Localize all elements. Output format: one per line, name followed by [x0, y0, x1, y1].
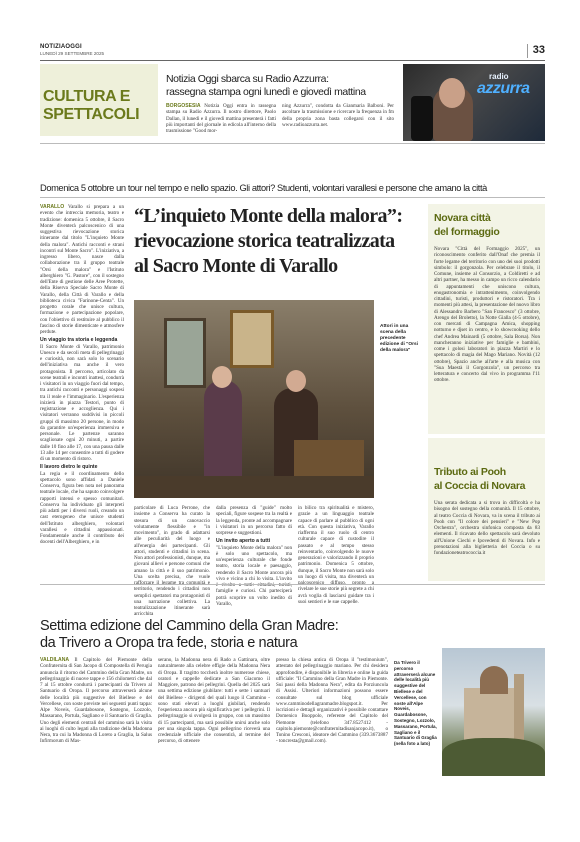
main-headline-2: rievocazione storica teatralizzata: [134, 230, 395, 252]
sidebar-formaggio: [428, 204, 545, 434]
photo-floor: [134, 476, 374, 498]
section-label: [40, 64, 158, 136]
masthead-paper: NOTIZIAOGGI: [40, 44, 82, 50]
masthead: [40, 44, 545, 58]
bottom-col-1-text: Il Capitolo del Piemonte della Confraternita di San Jacopo di Compostella di Perugia annuncia il ritorno del Cammino della Gran Madre, un pellegrinaggio di nuove tappe e 156 chilometri che dal 7 al 15 ottobre condurrà i partecipanti da Trivero al Santuario di Oropa. Il percorso attraverserà alcune delle località più suggestive del Biellese e del Vercellese, con soste previste nei seguenti punti tappa: Alpe Noveis, Guardabosone, Sostegno, Lozzolo, Massarano, Portula, Sagliano e il Santuario di Graglia. Uno degli elementi centrali del cammino sarà la visita ai luoghi di culto legati alla tradizione della Madonna Nera, tra cui la Madonna di Loreto a Graglia, la Salus Infirmorum di Mas-: [40, 657, 152, 745]
bottom-col-3: [276, 657, 388, 777]
main-col-1-p1: Varallo si prepara a un evento che intreccia memoria, teatro e tradizione: domenica 5 ottobre, il Sacro Monte diventerà palcoscenico di una suggestiva rievocazione storica itinerante dal titolo "L'inquieto Monte della malora". Antichi racconti e strani incontri sul Monte Sacro". L'iniziativa, a ingresso libero, nasce dalla collaborazione tra il gruppo teatrale "Orsi della malora" e l'Istituto alberghiero "G. Pastore", con il sostegno dell'Ente di gestione delle Aree Protette, della Riserva Speciale Sacro Monte di Varallo, della Città di Varallo e della biblioteca civica "Farinone-Centa". Un progetto corale che unisce cultura, formazione e partecipazione popolare, con l'obiettivo di restituire al pubblico il fascino di storie dimenticate e atmosfere perdute.: [40, 204, 124, 335]
bottom-headline-1: Settima edizione del Cammino della Gran Madre:: [40, 618, 339, 634]
photo-bell-tower: [514, 674, 524, 742]
main-col-1-subhead-1: Un viaggio tra storia e leggenda: [40, 337, 118, 344]
photo-trees: [442, 738, 545, 776]
main-headline-1: “L’inquieto Monte della malora”:: [134, 205, 403, 227]
sidebar-pooh: [428, 438, 545, 581]
bottom-headline-2: da Trivero a Oropa tra fede, storia e natura: [40, 635, 298, 651]
bottom-col-2-text: serano, la Madonna nera di Rado a Gattinara, oltre naturalmente alla celebre effigie della Madonna Nera di Oropa. Il tragitto toccherà inoltre numerose chiese, oratori e cappelle dedicate a San Giacomo il Maggiore, patrono dei pellegrini. Quella del 2025 sarà una settima edizione giubilare: tutti e sette i santuari del Biellese - dirigenti del quali luogo il Cammino - sono stati elevati a luoghi giubilari, rendendo l'esperienza ancora più significativa per i pellegrini. Il pellegrinaggio si svolgerà in gruppo, con un massimo di 15 partecipanti, ma sarà possibile unirsi anche solo per una singola tappa. Ogni pellegrino riceverà una credenziale ufficiale che consentirà, al termine del percorso, di ottenere: [158, 657, 270, 745]
main-col-4: [298, 505, 374, 605]
sidebar-2-body: Una serata dedicata a si trova in difficoltà e ha bisogno del sostegno della comunità. Il 15 ottobre, al teatro Coccia di Novara, va in scena il tributo ai Pooh con "Il colore dei pensieri" e "New Pop Orchestra", orchestra sinfonica composta da 83 elementi. Il ricavato dello spettacolo sarà devoluto all'Unione Ciechi e Ipovedenti di Novara. Info e prenotazioni alla biglietteria del Coccia o su fondazioneteatrococcia.it: [434, 500, 540, 556]
bottom-col-2: [158, 657, 270, 777]
photo-actor-left: [204, 380, 242, 490]
sidebar-1-title-1: Novara città: [434, 212, 491, 224]
top-story-headline-2: rassegna stampa ogni lunedì e giovedì mattina: [166, 86, 366, 98]
main-col-3: [216, 505, 292, 607]
main-photo-caption: Attori in una scena della precedente edizione di "Orsi della malora": [380, 324, 418, 353]
bottom-col-3-text: presso la chiesa antica di Oropa il "testimonium", attestato del pellegrinaggio mariano. Per chi desidera approfondire, è disponibile in libreria e online la guida ufficiale: "Il Cammino della Gran Madre in Piemonte. Sui passi della Madonna Nera", edita da Porziuncola di Assisi. Ulteriori informazioni possono essere consultate sul blog ufficiale www.camminodellagranmadre.blogspot.it. Per iscrizioni e dettagli organizzativi è possibile contattare Domenico Buoppolo, referente del Capitolo del Piemonte (telefono 347.8527412 - capitolo.piemonte@confraternitadisanjacopo.it), o Tonino Cresconi, ideatore del Cammino (339.3673887 - toncresta@gmail.com).: [276, 657, 388, 745]
main-col-4-p1: in bilico tra spiritualità e mistero, grazie a un linguaggio teatrale capace di parlare al pubblico di ogni età. Con questa iniziativa, Varallo riafferma il suo ruolo di centro culturale capace di custodire il passato e al tempo stesso reinventarlo, coinvolgendo le nuove generazioni e valorizzando il proprio patrimonio. Domenica 5 ottobre, dunque, il Sacro Monte non sarà solo un luogo di visita, ma diventerà un palcoscenico diffuso, pronto a rivelare le sue storie più segrete a chi avrà voglia di lasciarsi guidare tra i suoi sentieri e le sue cappelle.: [298, 505, 374, 605]
top-story-lead: BORGOSESIA: [166, 103, 201, 109]
photo-actor-right-head: [286, 370, 306, 392]
bottom-headline: [40, 618, 545, 652]
main-col-1-p2: Il Sacro Monte di Varallo, patrimonio Unesco e da secoli meta di pellegrinaggi e curiosità, non sarà solo lo scenario dell'iniziativa ma anche il vero protagonista. Il percorso, articolato da scene teatrali e incontri inattesi, condurrà i visitatori in un viaggio fuori dal tempo, tra antichi racconti e personaggi sospesi tra il reale e l'immaginario. L'esperienza inizierà in piazza Testori, punto di registrazione e accoglienza. Qui i visitatori verranno suddivisi in piccoli gruppi di massimo 20 persone, in modo da garantire un'esperienza immersiva e personale. Le partenze saranno scaglionate ogni 20 minuti, a partire dalle 10 fino alle 17, con una pausa dalle 13 alle 14 per consentire a tutti di godere di un momento di ristoro.: [40, 343, 125, 462]
theatre-photo: [134, 300, 374, 498]
top-story-col-1: [166, 103, 276, 139]
main-col-1-subhead-2: Il lavoro dietro le quinte: [40, 464, 98, 471]
page-number: 33: [532, 44, 545, 56]
main-col-2-p1: particolare di Luca Perrone, che insieme a Conserva ha curato la stesura di un canovaccio volutamente flessibile e "in movimento", in grado di adattarsi alle peculiarità del luogo e all'energia dei partecipanti. Gli attori, studenti e cittadini in scena. Non attori professionisti, dunque, ma giovani allievi e persone comuni che amano la città e il suo patrimonio. Una scelta precisa, che vuole rafforzare il legame tra comunità e territorio, rendendo i cittadini non semplici spettatori ma protagonisti di una narrazione collettiva. La teatralizzazione itinerante sarà arricchita: [134, 505, 210, 618]
main-headline: [134, 204, 434, 279]
main-col-1-p3: La regia e il coordinamento dello spettacolo sono affidati a Daniele Conserva, figura ben nota nel panorama teatrale locale, che ha saputo coinvolgere rapporti intensi e spesso comunitari. Conserva ha individuato gli interpreti più adatti per i diversi ruoli, creando un cast eterogeneo che unisce studenti dell'Istituto alberghiero, volontari varallesi e cittadini appassionati. Fondamentale anche il contributo dei docenti dell'Alberghiero, e in: [40, 470, 125, 546]
masthead-date: LUNEDÌ 29 SETTEMBRE 2025: [40, 51, 105, 56]
top-story-text-1: Notizia Oggi entra in rassegna stampa su Radio Azzurra. Il nostro direttore, Paolo Dallan, il lunedì e il giovedì mattina presenterà i fatti più importanti del giornale in edicola all'interno della trasmissione "Good mor-: [166, 103, 276, 134]
photo-dome: [480, 666, 508, 694]
radio-logo: azzurra: [477, 80, 530, 97]
top-story-text-2: ning Azzurra", condotta da Gianmaria Balboni. Per ascoltare la trasmissione e ricercare la frequenza in fm della propria zona basta collegarsi con il sito www.radioazzurra.net.: [282, 103, 394, 128]
kicker: Domenica 5 ottobre un tour nel tempo e nello spazio. Gli attori? Studenti, volontari varallesi e persone che amano la città: [40, 183, 487, 193]
bottom-col-1: [40, 657, 152, 777]
top-story-headline: [166, 73, 406, 99]
sidebar-2-title-2: al Coccia di Novara: [434, 480, 526, 492]
main-headline-3: al Sacro Monte di Varallo: [134, 255, 338, 277]
sidebar-1-title-2: del formaggio: [434, 226, 500, 238]
main-col-3-p1: dalla presenza di "guide" molto speciali, figure sospese tra la realtà e la leggenda, pronte ad accompagnare i visitatori in un percorso fatto di sorprese e suggestioni.: [216, 505, 292, 536]
section-line-1: CULTURA E: [43, 88, 131, 105]
bottom-photo-caption: Da Trivero il percorso attraverserà alcune delle località più suggestive del Biellese e del Vercellese, con soste all'Alpe Noveis, Guardabosone, Sostegno, Lozzolo, Massarano, Portula, Sagliano e il Santuario di Graglia (nella foto a lato): [394, 660, 437, 747]
photo-actor-left-head: [212, 366, 232, 388]
sidebar-2-title-1: Tributo ai Pooh: [434, 466, 506, 478]
photo-window: [164, 318, 206, 388]
radio-microphone: [411, 96, 433, 141]
sanctuary-photo: [442, 648, 545, 776]
main-col-3-p2: "L'inquieto Monte della malora" non è solo uno spettacolo, ma un'esperienza culturale che fonde teatro, storia locale e paesaggio, rendendo il Sacro Monte ancora più vivo e vicino a chi lo visita. L'invito è rivolto a tutti: cittadini, turisti, famiglie e curiosi. Chi parteciperà potrà scoprire un volto inedito di Varallo,: [216, 544, 292, 607]
radio-photo: [403, 64, 545, 141]
top-story-headline-1: Notizia Oggi sbarca su Radio Azzurra:: [166, 73, 329, 85]
sidebar-1-body: Novara "Città del Formaggio 2025", un riconoscimento conferito dall'Onaf che premia il forte legame del territorio con uno dei suoi prodotti simbolo: il gorgonzola. Per celebrare il titolo, il Comune, insieme al Consorzio, a Coldiretti e ad altri partner, ha messo in campo un ricco calendario di appuntamenti che uniscono cultura, enogastronomia e intrattenimento, coinvolgendo cittadini, turisti, produttori e ristoratori. Tra i momenti più attesi, la presentazione del nuovo libro di Alessandro Barbero "San Francesco" (3 ottobre, Arengo del Broletto), la Notte Gialla (4-5 ottobre), con mercati di Campagna Amica, shopping notturno e djset in centro, e lo showcooking dello chef Andrea Mainardi (5 ottobre, Sala Borsa). Non mancheranno iniziative per famiglie e bambini, come i golosi laboratori in piazza Martiri e lo spettacolo di magia del Mago Mariano. Novità (12 ottobre), Spazio anche all'arte e alla musica con "Sua Maestà il Gorgonzola", un percorso tra letteratura e concerto dal vivo in programma l'11 ottobre.: [434, 246, 540, 384]
photo-table: [294, 440, 364, 480]
main-col-1: [40, 204, 124, 579]
main-col-3-subhead: Un invito aperto a tutti: [216, 538, 271, 545]
radio-logo-top: radio: [489, 72, 509, 81]
bottom-lead: VALDILANA: [40, 657, 70, 663]
top-story-col-2: [282, 103, 394, 139]
radio-presenter-head: [439, 78, 465, 108]
main-col-2: [134, 505, 210, 618]
main-lead: VARALLO: [40, 204, 65, 210]
photo-painting: [230, 310, 274, 368]
section-line-2: SPETTACOLI: [43, 106, 140, 123]
